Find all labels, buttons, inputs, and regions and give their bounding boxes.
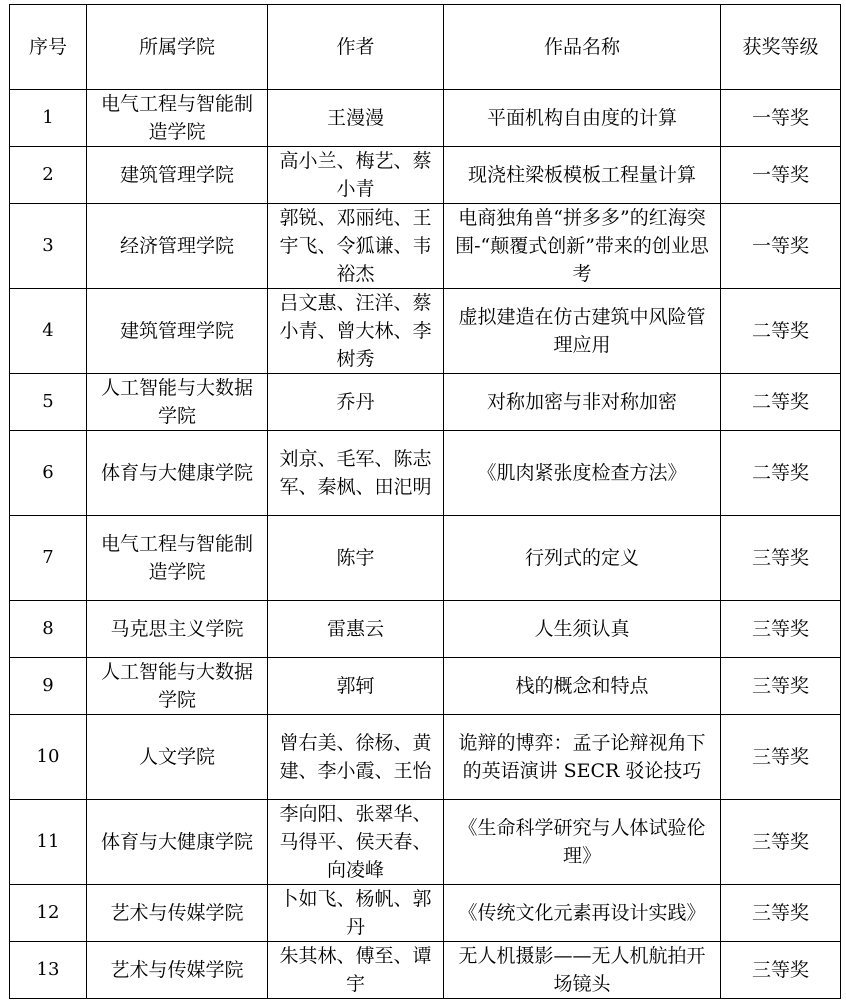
awards-table	[9, 4, 841, 999]
table-row	[10, 800, 841, 885]
row-authors: 高小兰、梅艺、蔡小青	[268, 147, 444, 204]
row-authors: 陈宇	[268, 516, 444, 601]
table-row	[10, 516, 841, 601]
row-authors: 郭轲	[268, 658, 444, 715]
row-award: 二等奖	[721, 289, 841, 374]
row-college: 人工智能与大数据学院	[87, 374, 268, 431]
row-authors: 雷惠云	[268, 601, 444, 658]
row-college: 体育与大健康学院	[87, 800, 268, 885]
row-award: 三等奖	[721, 800, 841, 885]
table-row	[10, 431, 841, 516]
header-no: 序号	[10, 5, 87, 90]
row-no: 8	[10, 601, 87, 658]
row-no: 13	[10, 942, 87, 999]
row-title: 《生命科学研究与人体试验伦理》	[444, 800, 721, 885]
table-row	[10, 147, 841, 204]
table-row	[10, 204, 841, 289]
row-authors: 王漫漫	[268, 90, 444, 147]
row-authors: 刘京、毛军、陈志军、秦枫、田汜明	[268, 431, 444, 516]
row-authors: 吕文惠、汪洋、蔡小青、曾大林、李树秀	[268, 289, 444, 374]
table-row	[10, 715, 841, 800]
row-title: 诡辩的博弈：孟子论辩视角下的英语演讲 SECR 驳论技巧	[444, 715, 721, 800]
row-title: 无人机摄影——无人机航拍开场镜头	[444, 942, 721, 999]
row-authors: 郭锐、邓丽纯、王宇飞、令狐谦、韦裕杰	[268, 204, 444, 289]
row-college: 人文学院	[87, 715, 268, 800]
row-no: 11	[10, 800, 87, 885]
row-authors: 曾右美、徐杨、黄建、李小霞、王怡	[268, 715, 444, 800]
row-authors: 乔丹	[268, 374, 444, 431]
row-award: 二等奖	[721, 374, 841, 431]
row-college: 经济管理学院	[87, 204, 268, 289]
row-authors: 李向阳、张翠华、马得平、侯天春、向凌峰	[268, 800, 444, 885]
header-title: 作品名称	[444, 5, 721, 90]
header-row	[10, 5, 841, 90]
row-no: 12	[10, 885, 87, 942]
row-college: 电气工程与智能制造学院	[87, 90, 268, 147]
header-college: 所属学院	[87, 5, 268, 90]
row-authors: 卜如飞、杨帆、郭丹	[268, 885, 444, 942]
row-college: 艺术与传媒学院	[87, 885, 268, 942]
row-title: 虚拟建造在仿古建筑中风险管理应用	[444, 289, 721, 374]
row-college: 建筑管理学院	[87, 147, 268, 204]
row-title: 栈的概念和特点	[444, 658, 721, 715]
row-no: 5	[10, 374, 87, 431]
table-row	[10, 658, 841, 715]
table-row	[10, 942, 841, 999]
row-college: 人工智能与大数据学院	[87, 658, 268, 715]
row-title: 现浇柱梁板模板工程量计算	[444, 147, 721, 204]
row-title: 行列式的定义	[444, 516, 721, 601]
row-award: 三等奖	[721, 601, 841, 658]
table-row	[10, 90, 841, 147]
table-row	[10, 601, 841, 658]
row-no: 10	[10, 715, 87, 800]
table-row	[10, 885, 841, 942]
header-award: 获奖等级	[721, 5, 841, 90]
row-award: 三等奖	[721, 516, 841, 601]
row-title: 《传统文化元素再设计实践》	[444, 885, 721, 942]
row-award: 三等奖	[721, 658, 841, 715]
row-title: 电商独角兽“拼多多”的红海突围-“颠覆式创新”带来的创业思考	[444, 204, 721, 289]
row-no: 6	[10, 431, 87, 516]
row-award: 一等奖	[721, 147, 841, 204]
row-no: 9	[10, 658, 87, 715]
row-college: 马克思主义学院	[87, 601, 268, 658]
row-no: 1	[10, 90, 87, 147]
table-row	[10, 289, 841, 374]
row-title: 平面机构自由度的计算	[444, 90, 721, 147]
row-award: 二等奖	[721, 431, 841, 516]
row-college: 建筑管理学院	[87, 289, 268, 374]
row-no: 4	[10, 289, 87, 374]
row-college: 电气工程与智能制造学院	[87, 516, 268, 601]
row-award: 三等奖	[721, 715, 841, 800]
row-college: 艺术与传媒学院	[87, 942, 268, 999]
row-award: 三等奖	[721, 885, 841, 942]
row-title: 人生须认真	[444, 601, 721, 658]
table-row	[10, 374, 841, 431]
row-award: 一等奖	[721, 204, 841, 289]
row-no: 2	[10, 147, 87, 204]
row-no: 7	[10, 516, 87, 601]
row-award: 三等奖	[721, 942, 841, 999]
row-title: 《肌肉紧张度检查方法》	[444, 431, 721, 516]
row-college: 体育与大健康学院	[87, 431, 268, 516]
header-authors: 作者	[268, 5, 444, 90]
row-title: 对称加密与非对称加密	[444, 374, 721, 431]
row-no: 3	[10, 204, 87, 289]
row-award: 一等奖	[721, 90, 841, 147]
row-authors: 朱其林、傅至、谭宇	[268, 942, 444, 999]
